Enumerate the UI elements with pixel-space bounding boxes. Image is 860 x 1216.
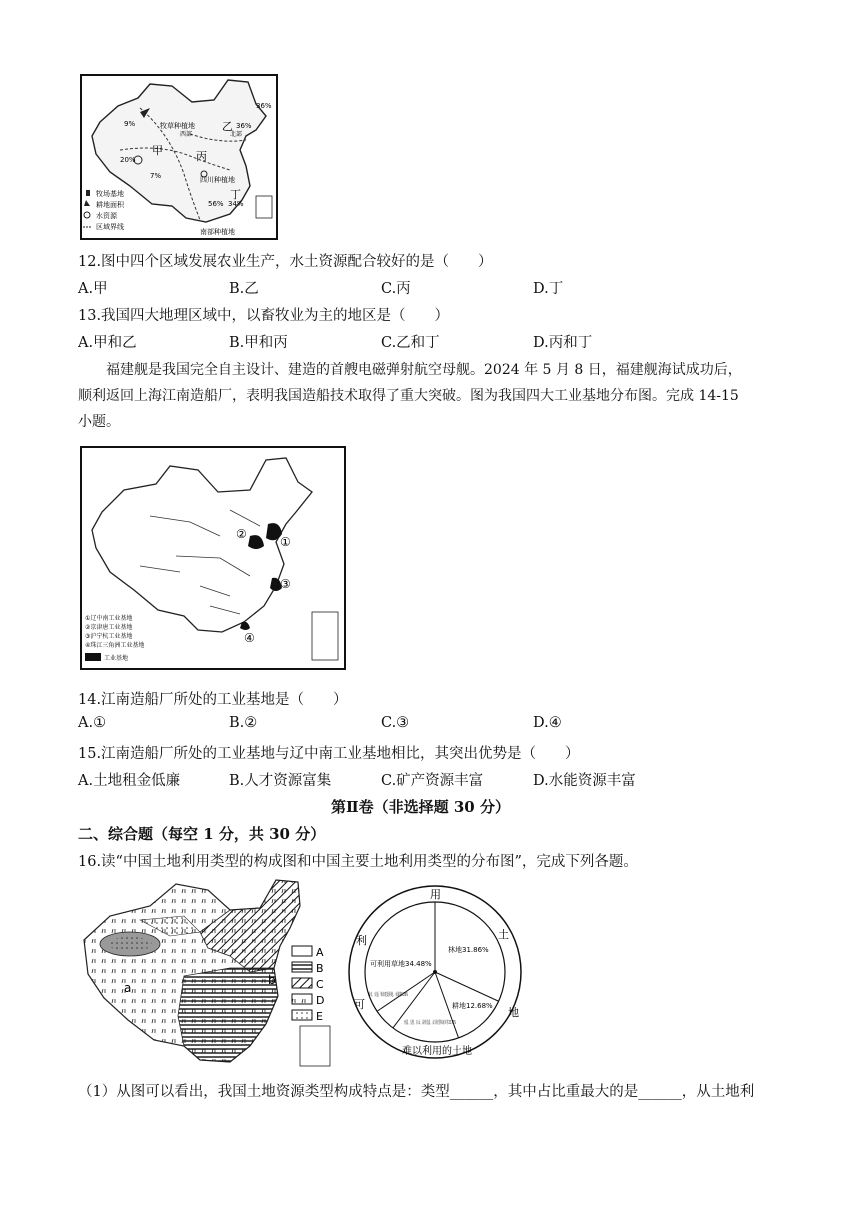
- q13-option-b[interactable]: B.甲和丙: [229, 335, 288, 351]
- map-label-5: 西部: [180, 131, 193, 138]
- question-16-sub-1: （1）从图可以看出，我国土地资源类型构成特点是：类型______，其中占比重最大的是______，从土地利: [78, 1084, 755, 1100]
- map-label-4: 北部: [230, 131, 243, 138]
- ring-label-di: 地: [508, 1006, 519, 1019]
- q12-option-b[interactable]: B.乙: [229, 281, 259, 297]
- map3-legend-a: A: [316, 946, 324, 959]
- pie-center: [433, 970, 437, 974]
- slice-label-grassland: 可利用草地34.48%: [370, 960, 432, 968]
- map2-legend-1: ①辽中南工业基地: [85, 615, 133, 622]
- percent-label-3: 7%: [150, 172, 162, 180]
- q15-option-d[interactable]: D.水能资源丰富: [533, 773, 636, 789]
- percent-label-4: 36%: [256, 102, 272, 110]
- map3-label-b: b: [268, 973, 276, 987]
- slice-label-desert: [404, 1019, 456, 1026]
- marker-3: ③: [280, 577, 291, 591]
- passage-line-3: 小题。: [78, 414, 120, 430]
- ring-label-li: 利: [356, 934, 367, 947]
- map-label-1: 牧草种植地: [160, 122, 195, 130]
- legend-item-4: 区域界线: [96, 223, 124, 231]
- region-label-yi: 乙: [222, 120, 233, 133]
- percent-label-7: 36%: [236, 122, 252, 130]
- passage-line-2: 顺利返回上海江南造船厂，表明我国造船技术取得了重大突破。图为我国四大工业基地分布图。完成 14-15: [78, 388, 739, 404]
- question-12-stem: 12.图中四个区域发展农业生产，水土资源配合较好的是（ ）: [78, 254, 493, 270]
- q15-option-a[interactable]: A.土地租金低廉: [78, 773, 181, 789]
- q15-option-c[interactable]: C.矿产资源丰富: [381, 773, 484, 789]
- section-2-heading: 二、综合题（每空 1 分，共 30 分）: [78, 825, 326, 843]
- legend-item-3: 水资源: [96, 212, 117, 220]
- map3-legend-e: E: [316, 1010, 323, 1023]
- percent-label-6: 34%: [228, 200, 244, 208]
- map3-label-a: a: [124, 981, 132, 995]
- map2-legend-4: ④珠江三角洲工业基地: [85, 642, 145, 649]
- question-15-stem: 15.江南造船厂所处的工业基地与辽中南工业基地相比，其突出优势是（ ）: [78, 746, 580, 762]
- ring-label-tu: 土: [498, 928, 509, 941]
- question-13-stem: 13.我国四大地理区域中，以畜牧业为主的地区是（ ）: [78, 308, 450, 324]
- region-label-ding: 丁: [230, 188, 241, 201]
- slice-label-forest: 林地31.86%: [448, 946, 489, 954]
- q12-option-c[interactable]: C.丙: [381, 281, 411, 297]
- percent-label-5: 56%: [208, 200, 224, 208]
- map3-legend-d: D: [316, 994, 325, 1007]
- ring-label-ke: 可: [354, 998, 365, 1011]
- q13-option-d[interactable]: D.丙和丁: [533, 335, 593, 351]
- map-agriculture-regions: [80, 74, 278, 240]
- map3-legend-b: B: [316, 962, 324, 975]
- question-16-stem: 16.读“中国土地利用类型的构成图和中国主要土地利用类型的分布图”，完成下列各题。: [78, 854, 638, 870]
- map-label-2: 四川种植地: [200, 176, 235, 184]
- ring-label-yong: 用: [430, 888, 441, 901]
- map-land-use: [80, 876, 342, 1070]
- question-14-stem: 14.江南造船厂所处的工业基地是（ ）: [78, 692, 348, 708]
- map3-legend-c: C: [316, 978, 324, 991]
- marker-4: ④: [244, 631, 255, 645]
- q14-option-d[interactable]: D.④: [533, 715, 562, 731]
- map-industrial-bases: [80, 446, 346, 670]
- map2-legend-2: ②京津唐工业基地: [85, 624, 133, 631]
- marker-1: ①: [280, 535, 291, 549]
- map2-legend-3: ③沪宁杭工业基地: [85, 633, 133, 640]
- q12-option-d[interactable]: D.丁: [533, 281, 564, 297]
- legend-item-1: 牧场基地: [96, 190, 124, 198]
- slice-label-farmland: 耕地12.68%: [452, 1002, 493, 1010]
- q14-option-a[interactable]: A.①: [78, 715, 107, 731]
- marker-2: ②: [236, 527, 247, 541]
- q14-option-b[interactable]: B.②: [229, 715, 258, 731]
- map-label-3: 南部种植地: [200, 228, 235, 236]
- passage-line-1: 福建舰是我国完全自主设计、建造的首艘电磁弹射航空母舰。2024 年 5 月 8 日，福建舰海试成功后，: [106, 362, 742, 378]
- map2-legend-5: 工业基地: [104, 655, 129, 662]
- section-2-title: 第Ⅱ卷（非选择题 30 分）: [331, 798, 510, 816]
- region-label-bing: 丙: [196, 150, 207, 163]
- percent-label-2: 20%: [120, 156, 136, 164]
- pie-land-use-composition: [346, 874, 524, 1070]
- legend-item-2: 耕地面积: [96, 201, 124, 209]
- percent-label-1: 9%: [124, 120, 136, 128]
- map3-legend: [292, 946, 324, 1023]
- q14-option-c[interactable]: C.③: [381, 715, 410, 731]
- ring-label-nanyi: 难以利用的土地: [402, 1046, 472, 1057]
- slice-label-urban: [368, 991, 408, 998]
- q15-option-b[interactable]: B.人才资源富集: [229, 773, 332, 789]
- q12-option-a[interactable]: A.甲: [78, 281, 108, 297]
- q13-option-a[interactable]: A.甲和乙: [78, 335, 137, 351]
- q13-option-c[interactable]: C.乙和丁: [381, 335, 440, 351]
- region-label-jia: 甲: [152, 144, 163, 157]
